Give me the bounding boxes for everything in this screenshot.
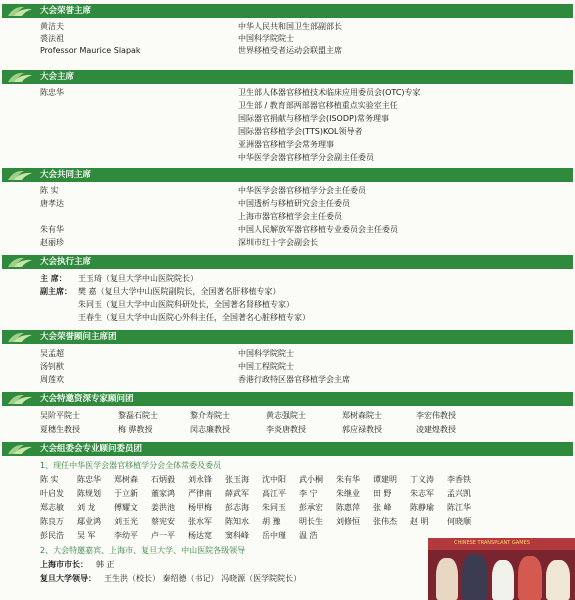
person-role: 亚洲器官移植学会常务理事 [238,140,334,149]
person-role: 中国科学院院士 [238,34,294,43]
section-bar-chair [2,70,573,84]
committee-member-name: 吴 军 [77,531,96,540]
leaf-icon [6,330,34,344]
photo-banner-text: CHINESE TRANSPLANT GAMES [454,540,530,546]
section-title: 大会主席 [40,72,75,82]
committee-member-name: 叶启发 [40,489,64,498]
committee-member-name: 孟兴凯 [447,489,471,498]
photo-person [462,554,488,600]
section-bar-senior-experts [2,392,573,406]
section-title: 大会荣誉顾问主席团 [40,332,117,342]
committee-member-name: 温 浩 [299,531,318,540]
committee-member-name: 杨甲梅 [188,503,212,512]
committee-member-name: 郑树森 [114,475,138,484]
committee-member-name: 杨达宽 [188,531,212,540]
committee-member-name: 李幼平 [114,531,138,540]
committee-member-name: 武小桐 [299,475,323,484]
expert-name: 郑树森院士 [342,411,382,420]
committee-member-name: 张 峰 [373,503,392,512]
vice-chair-text: 樊 嘉（复旦大学中山医院副院长，全国著名肝移植专家） [78,287,281,296]
leaf-icon [6,255,34,269]
section-bar-committee-advisors [2,442,573,456]
expert-name: 吴阶平院士 [40,411,80,420]
committee-member-name: 陈惠萍 [336,503,360,512]
committee-member-name: 陈规划 [77,489,101,498]
mayor-label: 上海市市长： [40,560,88,569]
person-role: 中华医学会器官移植学分会主任委员 [238,186,366,195]
leaf-icon [6,70,34,84]
committee-member-name: 薛武军 [225,489,249,498]
person-role: 中国透析与移植研究会主任委员 [238,199,350,208]
leaf-icon [6,4,34,18]
committee-member-name: 鄢业鸿 [77,517,101,526]
committee-member-name: 陈江华 [447,503,471,512]
leaf-icon [6,168,34,182]
person-name: Professor Maurice Slapak [40,46,141,55]
committee-member-name: 何晓顺 [447,517,471,526]
section-bar-executive-chair [2,255,573,269]
committee-member-name: 傅耀文 [114,503,138,512]
section-bar-honorary-chair [2,4,573,18]
expert-name: 黎磊石院士 [118,411,158,420]
vice-chair-text: 王春生（复旦大学中山医院心外科主任，全国著名心脏移植专家） [78,313,310,322]
expert-name: 夏穗生教授 [40,425,80,434]
committee-member-name: 李 宁 [299,489,318,498]
committee-member-name: 丁义涛 [410,475,434,484]
committee-member-name: 胡 豫 [262,517,281,526]
person-role: 深圳市红十字会副会长 [238,238,318,247]
committee-member-name: 石炳毅 [151,475,175,484]
chair-text: 王玉琦（复旦大学中山医院院长） [78,274,198,283]
photo-person [492,560,514,600]
committee-member-name: 陈良万 [40,517,64,526]
person-name: 赵丽珍 [40,238,64,247]
person-role: 卫生部人体器官移植技术临床应用委员会(OTC)专家 [238,88,421,97]
committee-member-name: 刘 龙 [77,503,96,512]
committee-member-name: 朱有华 [336,475,360,484]
person-role: 国际器官移植学会(TTS)KOL领导者 [238,127,363,136]
committee-member-name: 赵 明 [410,517,429,526]
person-role: 香港行政特区器官移植学会主席 [238,375,350,384]
person-name: 吴孟超 [40,349,64,358]
mayor-name: 韩 正 [96,560,115,569]
committee-member-name: 朱继业 [336,489,360,498]
section-bar-co-chair [2,168,573,182]
person-role: 中国工程院院士 [238,362,294,371]
person-role: 中国人民解放军器官移植专业委员会主任委员 [238,225,398,234]
person-role: 世界移植受者运动会联盟主席 [238,46,342,55]
committee-member-name: 刘永锋 [188,475,212,484]
committee-member-name: 窦科峰 [225,531,249,540]
section-title: 大会共同主席 [40,170,92,180]
person-role: 国际器官捐献与移植学会(ISODP)常务理事 [238,114,389,123]
chair-label: 主 席： [40,274,67,283]
expert-name: 梅 骅教授 [118,425,153,434]
vice-chair-label: 副主席： [40,287,72,296]
fudan-leaders-label: 复旦大学领导： [40,574,96,583]
person-name: 陈忠华 [40,88,64,97]
expert-name: 凌建煌教授 [416,425,456,434]
photo-person [518,556,542,600]
committee-member-name: 李香铁 [447,475,471,484]
committee-member-name: 张水军 [188,517,212,526]
section-title: 大会组委会专业顾问委员团 [40,444,143,454]
committee-member-name: 朱志军 [410,489,434,498]
committee-member-name: 严律南 [188,489,212,498]
person-role: 中华医学会器官移植学分会副主任委员 [238,153,374,162]
committee-member-name: 张伟杰 [373,517,397,526]
committee-member-name: 刘修恒 [336,517,360,526]
expert-name: 李炎唐教授 [266,425,306,434]
committee-member-name: 彭志海 [225,503,249,512]
committee-member-name: 郑志敏 [40,503,64,512]
person-role: 卫生部 / 教育部两部器官移植重点实验室主任 [238,101,398,110]
committee-member-name: 蔡宪安 [151,517,175,526]
expert-name: 黎介寿院士 [190,411,230,420]
committee-member-name: 陈静瑜 [410,503,434,512]
committee-member-name: 陈 实 [40,475,59,484]
committee-member-name: 张玉海 [225,475,249,484]
leaf-icon [6,442,34,456]
leaf-icon [6,392,34,406]
subsection-title: 1、现任中华医学会器官移植学分会全体常委及委员 [40,461,222,470]
fudan-leaders-text: 王生洪（校长） 秦绍德（书记） 冯晓源（医学院院长） [104,574,302,583]
committee-member-name: 刘玉光 [114,517,138,526]
event-photo [428,538,575,600]
committee-member-name: 田 野 [373,489,392,498]
person-name: 裘法祖 [40,34,64,43]
person-role: 上海市器官移植学会主任委员 [238,212,342,221]
committee-member-name: 朱同玉 [262,503,286,512]
expert-name: 闵志廉教授 [190,425,230,434]
committee-member-name: 谭建明 [373,475,397,484]
committee-member-name: 卢一平 [151,531,175,540]
section-title: 大会特邀资深专家顾问团 [40,394,134,404]
committee-member-name: 彭承宏 [299,503,323,512]
committee-member-name: 岳中瑾 [262,531,286,540]
person-name: 汤钊猷 [40,362,64,371]
committee-member-name: 彭民浩 [40,531,64,540]
expert-name: 李宏伟教授 [416,411,456,420]
expert-name: 黄志强院士 [266,411,306,420]
subsection-title: 2、大会特邀嘉宾、上海市、复旦大学、中山医院各级领导 [40,546,246,555]
vice-chair-text: 朱同玉（复旦大学中山医院科研处长，全国著名肾移植专家） [78,300,294,309]
section-bar-honorary-advisors [2,330,573,344]
person-role: 中国科学院院士 [238,349,294,358]
person-name: 周莲欢 [40,375,64,384]
committee-member-name: 陈忠华 [77,475,101,484]
photo-person [436,558,458,600]
person-role: 中华人民共和国卫生部副部长 [238,22,342,31]
section-title: 大会荣誉主席 [40,6,92,16]
committee-member-name: 姜洪池 [151,503,175,512]
committee-member-name: 董家鸿 [151,489,175,498]
person-name: 陈 实 [40,186,59,195]
committee-member-name: 明长生 [299,517,323,526]
committee-member-name: 陈知水 [225,517,249,526]
expert-name: 郭应禄教授 [342,425,382,434]
person-name: 唐孝达 [40,199,64,208]
committee-member-name: 高江平 [262,489,286,498]
photo-person [546,560,570,600]
person-name: 朱有华 [40,225,64,234]
person-name: 黄洁夫 [40,22,64,31]
committee-member-name: 沈中阳 [262,475,286,484]
section-title: 大会执行主席 [40,257,92,267]
committee-member-name: 于立新 [114,489,138,498]
